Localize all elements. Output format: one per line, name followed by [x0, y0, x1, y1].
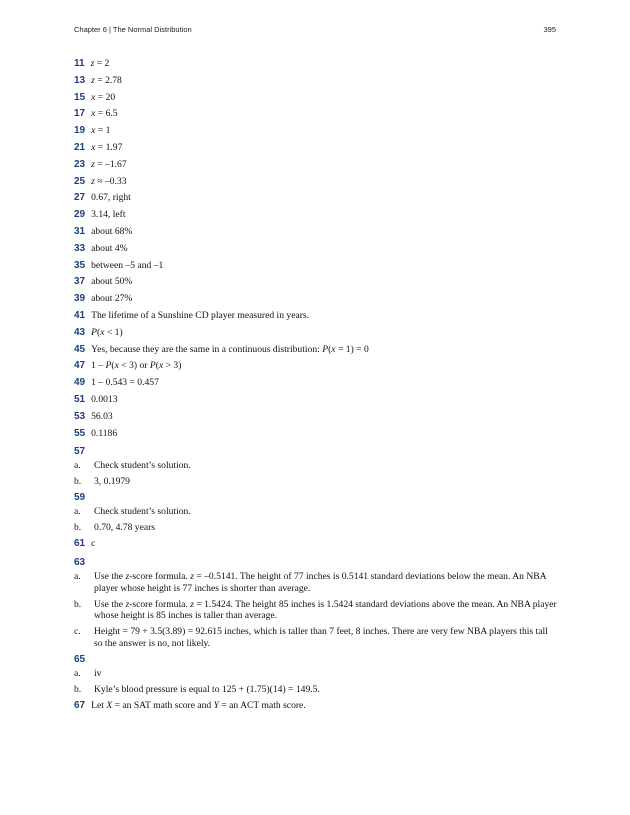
- math-variable: Y: [213, 699, 219, 711]
- text-run: 56.03: [91, 410, 113, 422]
- answer-text: [91, 276, 132, 287]
- answer-text: [91, 176, 126, 187]
- text-run: -score formula.: [129, 571, 191, 583]
- answer-number: 43: [74, 326, 86, 338]
- text-run: 0.67, right: [91, 192, 131, 204]
- text-run: 0.70, 4.78 years: [94, 522, 156, 534]
- math-variable: x: [114, 360, 119, 372]
- sub-answer-label: b.: [74, 598, 82, 610]
- chapter-title: Chapter 6 | The Normal Distribution: [74, 25, 192, 34]
- answer-blocks-2: [74, 557, 558, 695]
- text-run: -score formula.: [129, 598, 191, 610]
- text-run: < 1): [104, 326, 123, 338]
- text-run: = an SAT math score and: [112, 699, 214, 711]
- answer-number: 11: [74, 58, 85, 69]
- answer-number: 45: [74, 343, 86, 355]
- answer-item: [74, 360, 558, 377]
- sub-answer-label: a.: [74, 506, 81, 518]
- sub-answer-text: [94, 626, 558, 649]
- answer-item: [74, 344, 558, 361]
- answer-item: [74, 700, 558, 717]
- sub-answer: [74, 476, 558, 488]
- answer-text: [91, 360, 181, 371]
- math-variable: z: [125, 598, 130, 610]
- answer-number: 41: [74, 309, 86, 321]
- answer-number: 15: [74, 91, 86, 103]
- text-run: = 6.5: [95, 108, 118, 120]
- sub-answer: [74, 668, 558, 680]
- answer-item: [74, 538, 558, 555]
- text-run: 0.1186: [91, 427, 118, 439]
- text-run: 1 –: [91, 360, 106, 372]
- math-variable: x: [91, 108, 96, 120]
- sub-answer: [74, 571, 558, 594]
- answer-number: 21: [74, 141, 86, 153]
- sub-answer-text: [94, 506, 558, 518]
- math-variable: P: [105, 360, 112, 372]
- math-variable: x: [100, 326, 105, 338]
- answer-text: [91, 226, 132, 237]
- text-run: Let: [91, 699, 107, 711]
- answer-number: 17: [74, 108, 86, 120]
- sub-answer-text: [94, 476, 558, 488]
- text-run: (: [328, 343, 332, 355]
- math-variable: z: [190, 598, 194, 610]
- answer-item: [74, 209, 558, 226]
- math-variable: x: [331, 343, 336, 355]
- sub-answer: [74, 684, 558, 696]
- text-run: = –0.5141. The height of 77 inches is 0.5141 standard deviations below the mean. An NBA player whose height is 77 inches is shorter than average.: [94, 571, 547, 594]
- text-run: = an ACT math score.: [218, 699, 306, 711]
- answer-item: [74, 327, 558, 344]
- math-variable: x: [91, 125, 96, 137]
- text-run: 3, 0.1979: [94, 476, 130, 488]
- text-run: Check student’s solution.: [94, 460, 191, 472]
- answer-item: [74, 243, 558, 260]
- answer-number: 37: [74, 276, 86, 288]
- text-run: (: [97, 326, 101, 338]
- answer-text: [91, 159, 127, 170]
- answer-text: [91, 108, 117, 119]
- math-variable: z: [90, 58, 95, 69]
- answer-text: c: [91, 538, 96, 550]
- answer-text: [91, 428, 117, 439]
- answer-item: [74, 125, 558, 142]
- math-variable: x: [91, 91, 96, 103]
- answer-text: [91, 310, 309, 321]
- text-run: = 1: [95, 125, 111, 137]
- answer-block: [74, 492, 558, 534]
- answer-block: [74, 446, 558, 488]
- sub-answer: [74, 460, 558, 472]
- math-variable: P: [322, 343, 329, 355]
- text-run: iv: [94, 667, 102, 679]
- sub-answer-text: [94, 571, 558, 594]
- answer-text: [91, 344, 369, 355]
- math-variable: z: [190, 571, 194, 583]
- math-variable: z: [91, 175, 95, 187]
- answer-number: 47: [74, 360, 86, 372]
- text-run: Use the: [94, 571, 126, 583]
- answer-number: 59: [74, 492, 86, 504]
- answer-number: 57: [74, 446, 86, 458]
- sub-answer-label: a.: [74, 667, 81, 679]
- math-variable: P: [91, 326, 97, 338]
- answer-item: [74, 142, 558, 159]
- answer-text: [91, 192, 131, 203]
- answer-item: [74, 394, 558, 411]
- answer-item: [74, 260, 558, 277]
- text-run: 0.0013: [91, 393, 118, 405]
- answer-item: [74, 428, 558, 445]
- answer-block: [74, 654, 558, 696]
- answer-item: [74, 411, 558, 428]
- answer-number: 63: [74, 557, 86, 569]
- answer-item: [74, 58, 558, 75]
- text-run: Height = 79 + 3.5(3.89) = 92.615 inches, which is taller than 7 feet, 8 inches. There are very few NBA players this tall so the answer is no, not likely.: [94, 626, 548, 649]
- answer-text: [91, 293, 132, 304]
- math-variable: x: [158, 360, 164, 372]
- answer-text: [91, 243, 128, 254]
- sub-answer: [74, 626, 558, 649]
- text-run: 3.14, left: [91, 209, 126, 221]
- text-run: between –5 and –1: [91, 259, 164, 271]
- text-run: = –1.67: [94, 158, 127, 170]
- answer-number: 29: [74, 209, 86, 221]
- answer-item: [74, 226, 558, 243]
- answer-number: 27: [74, 192, 86, 204]
- answer-block: [74, 557, 558, 649]
- sub-answer-label: c.: [74, 626, 81, 638]
- sub-answer-label: a.: [74, 571, 81, 583]
- answer-text: [91, 377, 159, 388]
- text-run: = 1.97: [95, 141, 123, 153]
- text-run: The lifetime of a Sunshine CD player measured in years.: [91, 309, 310, 321]
- math-variable: z: [91, 158, 95, 170]
- math-variable: z: [125, 571, 130, 583]
- answer-item: [74, 92, 558, 109]
- sub-answer-text: [94, 522, 558, 534]
- answer-text: [91, 125, 110, 136]
- answer-key: [74, 58, 558, 716]
- text-run: = 1.5424. The height 85 inches is 1.5424 standard deviations above the mean. An NBA player whose height is 85 inches is taller than average.: [94, 598, 557, 622]
- page-header: [74, 25, 556, 37]
- answer-item: [74, 310, 558, 327]
- sub-answer-text: [94, 684, 558, 696]
- text-run: about 68%: [91, 225, 133, 237]
- answer-number: 67: [74, 699, 86, 711]
- answer-item: [74, 192, 558, 209]
- answer-number: 13: [74, 74, 86, 86]
- text-run: about 4%: [91, 242, 128, 254]
- answer-text: [91, 260, 163, 271]
- answer-number: 39: [74, 293, 86, 305]
- answer-blocks: [74, 446, 558, 534]
- sub-answer: [74, 599, 558, 622]
- text-run: Check student’s solution.: [94, 506, 191, 518]
- page-number: 395: [543, 25, 556, 34]
- answer-text: [91, 700, 306, 711]
- sub-answer-label: b.: [74, 522, 82, 534]
- answer-number: 35: [74, 259, 86, 271]
- answer-item: [74, 75, 558, 92]
- text-run: Use the: [94, 598, 126, 610]
- answer-text: [91, 327, 123, 338]
- answer-number: 53: [74, 410, 86, 422]
- sub-answer: [74, 522, 558, 534]
- math-variable: x: [91, 141, 96, 153]
- math-variable: z: [91, 74, 95, 86]
- answer-number: 23: [74, 158, 86, 170]
- text-run: = 2: [94, 58, 110, 69]
- text-run: = 1) = 0: [335, 343, 369, 355]
- text-run: < 3) or: [118, 360, 150, 372]
- text-run: Yes, because they are the same in a continuous distribution:: [91, 343, 323, 355]
- answer-number: 31: [74, 225, 86, 237]
- answer-item: [74, 176, 558, 193]
- sub-answer: [74, 506, 558, 518]
- math-variable: X: [106, 699, 113, 711]
- answer-number: 19: [74, 125, 86, 137]
- answer-item: [74, 108, 558, 125]
- text-run: > 3): [163, 360, 182, 372]
- math-variable: P: [149, 360, 156, 372]
- answer-text: [91, 58, 110, 69]
- sub-answer-text: [94, 460, 558, 472]
- answer-item: [74, 276, 558, 293]
- answer-number: 33: [74, 242, 86, 254]
- answer-text: [91, 411, 113, 422]
- answer-item: [74, 293, 558, 310]
- answer-text: [91, 209, 125, 220]
- sub-answer-text: [94, 668, 558, 680]
- text-run: = 20: [95, 91, 116, 103]
- answer-text: [91, 142, 122, 153]
- answer-number: 25: [74, 175, 86, 187]
- answer-item: [74, 159, 558, 176]
- answer-number: 61: [74, 538, 86, 550]
- answer-item: [74, 377, 558, 394]
- answer-text: [91, 75, 122, 86]
- answer-number: 65: [74, 653, 86, 665]
- text-run: = 2.78: [94, 74, 122, 86]
- answer-number: 55: [74, 427, 86, 439]
- sub-answer-label: a.: [74, 460, 81, 472]
- sub-answer-label: b.: [74, 476, 82, 488]
- text-run: ≈ –0.33: [94, 175, 127, 187]
- answer-number: 51: [74, 393, 86, 405]
- text-run: 1 – 0.543 = 0.457: [91, 377, 159, 389]
- text-run: Kyle’s blood pressure is equal to 125 + (1.75)(14) = 149.5.: [94, 683, 320, 695]
- sub-answer-label: b.: [74, 683, 82, 695]
- text-run: about 50%: [91, 276, 133, 288]
- answer-text: [91, 394, 117, 405]
- answer-list: [74, 58, 558, 444]
- answer-text: [91, 92, 115, 103]
- text-run: (: [111, 360, 115, 372]
- text-run: about 27%: [91, 293, 133, 305]
- sub-answer-text: [94, 599, 558, 622]
- answer-number: 49: [74, 377, 86, 389]
- text-run: (: [155, 360, 159, 372]
